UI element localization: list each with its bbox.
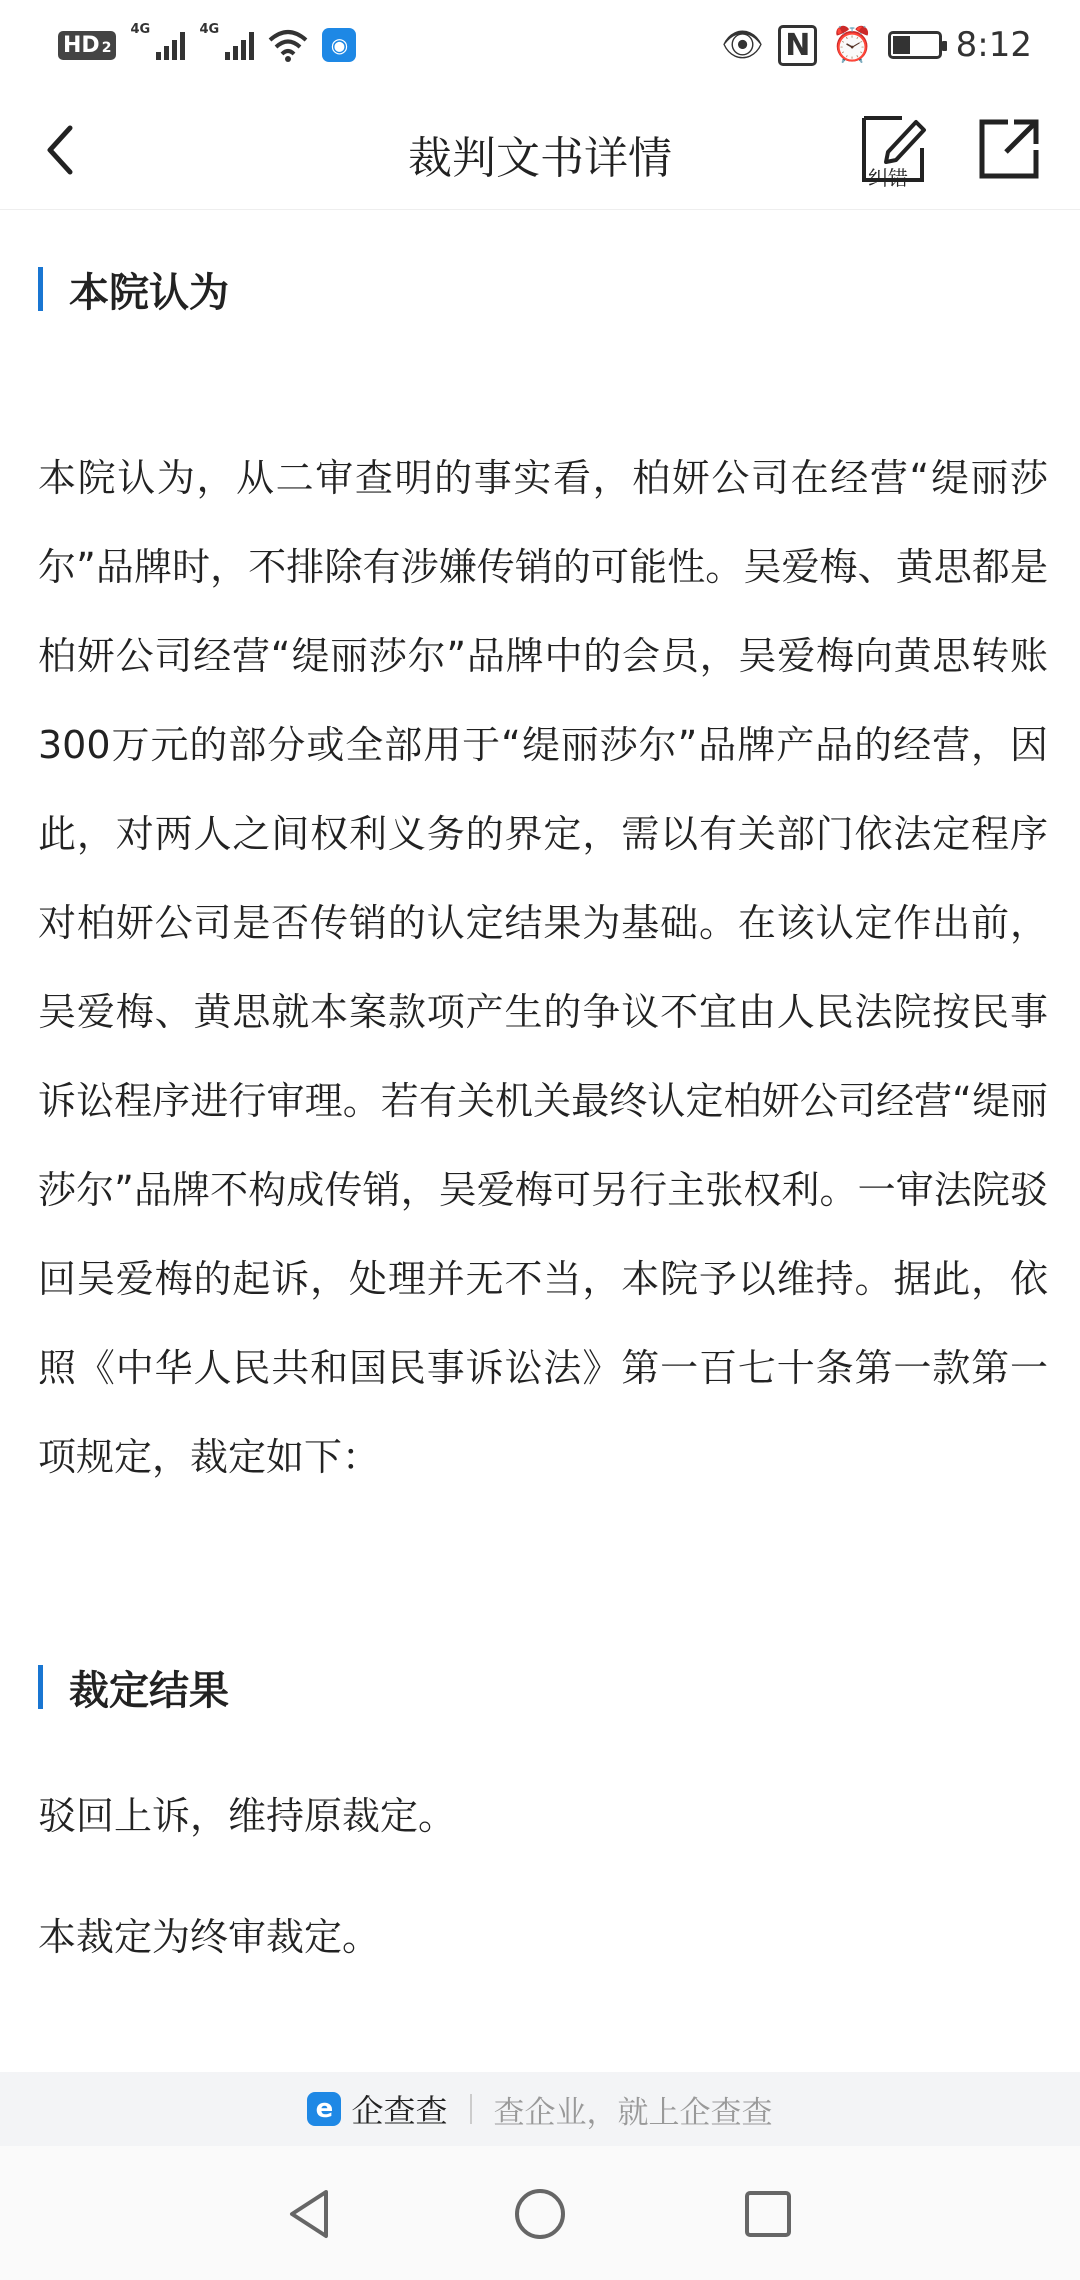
report-label: 纠错 — [868, 166, 908, 190]
section-court-opinion — [38, 262, 1048, 1502]
banner-divider — [470, 2094, 472, 2124]
status-time: 8:12 — [955, 25, 1032, 65]
alarm-icon: ⏰ — [831, 25, 874, 65]
section-heading — [38, 1660, 1048, 1714]
section-ruling-result — [38, 1660, 1048, 1982]
share-icon[interactable] — [978, 118, 1040, 180]
section-heading — [38, 262, 1048, 316]
system-nav-bar — [0, 2146, 1080, 2280]
eye-comfort-icon: 👁 — [721, 25, 765, 65]
ruling-paragraph-1: 驳回上诉，维持原裁定。 — [38, 1794, 457, 1838]
status-bar — [0, 0, 1080, 90]
brand-banner[interactable] — [0, 2072, 1080, 2146]
heading-accent-bar — [38, 267, 43, 311]
ruling-paragraph-2: 本裁定为终审裁定。 — [38, 1915, 381, 1959]
heading-accent-bar — [38, 1665, 43, 1709]
hotspot-icon: ◉ — [322, 28, 356, 62]
wifi-icon — [268, 28, 308, 62]
nfc-icon: N — [778, 25, 817, 66]
status-left — [58, 22, 356, 62]
network-type-1: 4G — [130, 22, 151, 37]
brand-logo-icon: e — [307, 2092, 341, 2126]
signal-icon-2 — [199, 22, 254, 60]
battery-icon — [888, 31, 942, 59]
hd-badge-sub: 2 — [101, 39, 112, 56]
heading-text: 裁定结果 — [69, 1667, 229, 1714]
circle-home-icon[interactable] — [510, 2184, 570, 2244]
hd-badge — [58, 31, 116, 60]
hd-badge-text: HD — [63, 32, 100, 58]
nav-bar — [0, 90, 1080, 210]
heading-text: 本院认为 — [69, 269, 229, 316]
page-title: 裁判文书详情 — [408, 133, 672, 184]
brand-name: 企查查 — [351, 2092, 448, 2130]
network-type-2: 4G — [199, 22, 220, 37]
opinion-paragraph: 本院认为，从二审查明的事实看，柏妍公司在经营“缇丽莎尔”品牌时，不排除有涉嫌传销的可能性。吴爱梅、黄思都是柏妍公司经营“缇丽莎尔”品牌中的会员，吴爱梅向黄思转账300万元的部分或全部用于“缇丽莎尔”品牌产品的经营，因此，对两人之间权利义务的界定，需以有关部门依法定程序对柏妍公司是否传销的认定结果为基础。在该认定作出前，吴爱梅、黄思就本案款项产生的争议不宜由人民法院按民事诉讼程序进行审理。若有关机关最终认定柏妍公司经营“缇丽莎尔”品牌不构成传销，吴爱梅可另行主张权利。一审法院驳回吴爱梅的起诉，处理并无不当，本院予以维持。据此，依照《中华人民共和国民事诉讼法》第一百七十条第一款第一项规定，裁定如下： — [38, 456, 1048, 1479]
report-error-button[interactable] — [858, 112, 928, 190]
brand-slogan: 查企业，就上企查查 — [493, 2094, 773, 2131]
square-recent-icon[interactable] — [738, 2184, 798, 2244]
triangle-back-icon[interactable] — [280, 2184, 340, 2244]
signal-icon-1 — [130, 22, 185, 60]
status-right — [721, 25, 1032, 66]
